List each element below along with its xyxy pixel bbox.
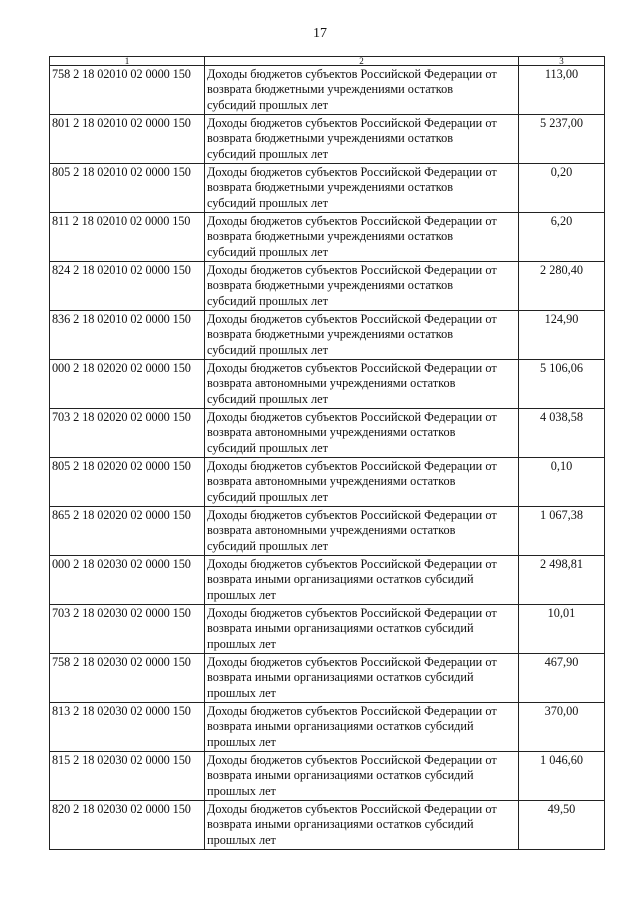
table-row <box>50 115 605 164</box>
budget-code-cell: 758 2 18 02030 02 0000 150 <box>50 654 205 703</box>
table-row <box>50 703 605 752</box>
revenue-name-text: Доходы бюджетов субъектов Российской Федерации от возврата иными организациями остатков субсидий прошлых лет <box>207 704 497 749</box>
revenue-name-text: Доходы бюджетов субъектов Российской Федерации от возврата автономными учреждениями остатков субсидий прошлых лет <box>207 410 497 455</box>
table-row <box>50 262 605 311</box>
budget-code-cell: 805 2 18 02020 02 0000 150 <box>50 458 205 507</box>
revenue-name-text: Доходы бюджетов субъектов Российской Федерации от возврата бюджетными учреждениями остатков субсидий прошлых лет <box>207 67 497 112</box>
amount-cell: 467,90 <box>519 654 605 703</box>
budget-code-cell: 805 2 18 02010 02 0000 150 <box>50 164 205 213</box>
revenue-name-text: Доходы бюджетов субъектов Российской Федерации от возврата бюджетными учреждениями остатков субсидий прошлых лет <box>207 263 497 308</box>
revenue-name-cell <box>205 360 519 409</box>
revenue-name-cell <box>205 311 519 360</box>
table-row <box>50 654 605 703</box>
table-row <box>50 164 605 213</box>
amount-cell: 49,50 <box>519 801 605 850</box>
amount-cell: 2 280,40 <box>519 262 605 311</box>
amount-cell: 124,90 <box>519 311 605 360</box>
amount-cell: 0,20 <box>519 164 605 213</box>
revenue-name-cell <box>205 605 519 654</box>
budget-code-cell: 824 2 18 02010 02 0000 150 <box>50 262 205 311</box>
revenue-name-cell <box>205 66 519 115</box>
amount-cell: 5 106,06 <box>519 360 605 409</box>
table-row <box>50 801 605 850</box>
budget-revenue-table <box>49 56 605 850</box>
budget-code-cell: 000 2 18 02020 02 0000 150 <box>50 360 205 409</box>
header-row <box>50 57 605 66</box>
revenue-name-text: Доходы бюджетов субъектов Российской Федерации от возврата иными организациями остатков субсидий прошлых лет <box>207 753 497 798</box>
budget-code-cell: 000 2 18 02030 02 0000 150 <box>50 556 205 605</box>
revenue-name-cell <box>205 262 519 311</box>
amount-cell: 1 046,60 <box>519 752 605 801</box>
amount-cell: 10,01 <box>519 605 605 654</box>
table-row <box>50 507 605 556</box>
amount-cell: 0,10 <box>519 458 605 507</box>
table-row <box>50 66 605 115</box>
table-row <box>50 458 605 507</box>
revenue-name-text: Доходы бюджетов субъектов Российской Федерации от возврата иными организациями остатков субсидий прошлых лет <box>207 802 497 847</box>
revenue-name-text: Доходы бюджетов субъектов Российской Федерации от возврата иными организациями остатков субсидий прошлых лет <box>207 557 497 602</box>
revenue-name-text: Доходы бюджетов субъектов Российской Федерации от возврата бюджетными учреждениями остатков субсидий прошлых лет <box>207 116 497 161</box>
budget-code-cell: 813 2 18 02030 02 0000 150 <box>50 703 205 752</box>
revenue-name-cell <box>205 213 519 262</box>
amount-cell: 4 038,58 <box>519 409 605 458</box>
revenue-name-text: Доходы бюджетов субъектов Российской Федерации от возврата бюджетными учреждениями остатков субсидий прошлых лет <box>207 214 497 259</box>
revenue-name-text: Доходы бюджетов субъектов Российской Федерации от возврата бюджетными учреждениями остатков субсидий прошлых лет <box>207 165 497 210</box>
budget-code-cell: 703 2 18 02030 02 0000 150 <box>50 605 205 654</box>
revenue-name-cell <box>205 801 519 850</box>
revenue-name-cell <box>205 115 519 164</box>
table-row <box>50 311 605 360</box>
amount-cell: 1 067,38 <box>519 507 605 556</box>
revenue-name-cell <box>205 164 519 213</box>
budget-code-cell: 758 2 18 02010 02 0000 150 <box>50 66 205 115</box>
revenue-name-cell <box>205 409 519 458</box>
budget-code-cell: 836 2 18 02010 02 0000 150 <box>50 311 205 360</box>
column-header-3: 3 <box>519 57 605 66</box>
amount-cell: 370,00 <box>519 703 605 752</box>
amount-cell: 2 498,81 <box>519 556 605 605</box>
table-body <box>50 66 605 850</box>
budget-code-cell: 801 2 18 02010 02 0000 150 <box>50 115 205 164</box>
column-header-2: 2 <box>205 57 519 66</box>
amount-cell: 113,00 <box>519 66 605 115</box>
page-number: 17 <box>313 26 327 41</box>
amount-cell: 6,20 <box>519 213 605 262</box>
budget-code-cell: 865 2 18 02020 02 0000 150 <box>50 507 205 556</box>
revenue-name-cell <box>205 556 519 605</box>
table-row <box>50 360 605 409</box>
revenue-name-cell <box>205 507 519 556</box>
revenue-name-text: Доходы бюджетов субъектов Российской Федерации от возврата иными организациями остатков субсидий прошлых лет <box>207 606 497 651</box>
table-row <box>50 752 605 801</box>
revenue-name-text: Доходы бюджетов субъектов Российской Федерации от возврата бюджетными учреждениями остатков субсидий прошлых лет <box>207 312 497 357</box>
revenue-name-cell <box>205 458 519 507</box>
budget-code-cell: 811 2 18 02010 02 0000 150 <box>50 213 205 262</box>
revenue-name-cell <box>205 752 519 801</box>
revenue-name-cell <box>205 654 519 703</box>
revenue-name-text: Доходы бюджетов субъектов Российской Федерации от возврата иными организациями остатков субсидий прошлых лет <box>207 655 497 700</box>
table-row <box>50 213 605 262</box>
table-row <box>50 605 605 654</box>
revenue-name-text: Доходы бюджетов субъектов Российской Федерации от возврата автономными учреждениями остатков субсидий прошлых лет <box>207 459 497 504</box>
column-header-1: 1 <box>50 57 205 66</box>
budget-code-cell: 815 2 18 02030 02 0000 150 <box>50 752 205 801</box>
table-row <box>50 409 605 458</box>
table-row <box>50 556 605 605</box>
budget-code-cell: 703 2 18 02020 02 0000 150 <box>50 409 205 458</box>
budget-code-cell: 820 2 18 02030 02 0000 150 <box>50 801 205 850</box>
table-header <box>50 57 605 66</box>
revenue-name-cell <box>205 703 519 752</box>
revenue-name-text: Доходы бюджетов субъектов Российской Федерации от возврата автономными учреждениями остатков субсидий прошлых лет <box>207 361 497 406</box>
amount-cell: 5 237,00 <box>519 115 605 164</box>
revenue-name-text: Доходы бюджетов субъектов Российской Федерации от возврата автономными учреждениями остатков субсидий прошлых лет <box>207 508 497 553</box>
